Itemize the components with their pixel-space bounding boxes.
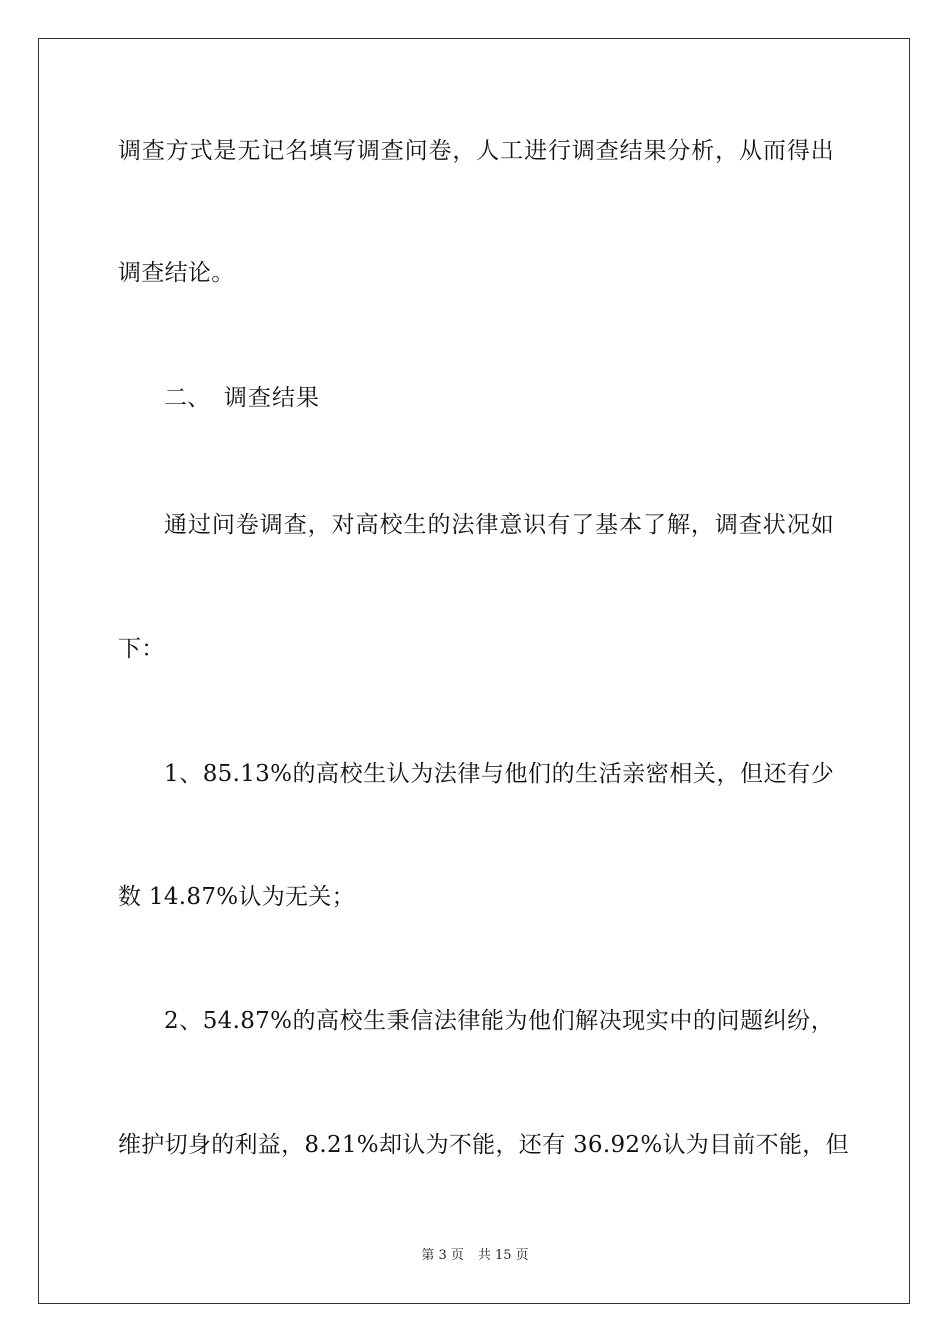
body-line-4: 下： [118,636,165,662]
body-line-1: 调查方式是无记名填写调查问卷，人工进行调查结果分析，从而得出 [118,138,834,164]
body-line-6: 数 14.87%认为无关； [118,884,355,910]
section-title: 调查结果 [224,385,320,411]
body-line-2: 调查结论。 [118,260,235,286]
body-line-5: 1、85.13%的高校生认为法律与他们的生活亲密相关，但还有少 [164,761,834,787]
page-border [38,38,910,1304]
page-footer [0,1247,950,1265]
body-line-8: 维护切身的利益，8.21%却认为不能，还有 36.92%认为目前不能，但 [118,1132,849,1158]
section-number: 二、 [164,385,210,411]
page-number: 第 3 页 [421,1248,464,1263]
body-line-7: 2、54.87%的高校生秉信法律能为他们解决现实中的问题纠纷， [164,1008,834,1034]
page-total: 共 15 页 [477,1248,529,1263]
body-line-3: 通过问卷调查，对高校生的法律意识有了基本了解，调查状况如 [164,512,834,538]
